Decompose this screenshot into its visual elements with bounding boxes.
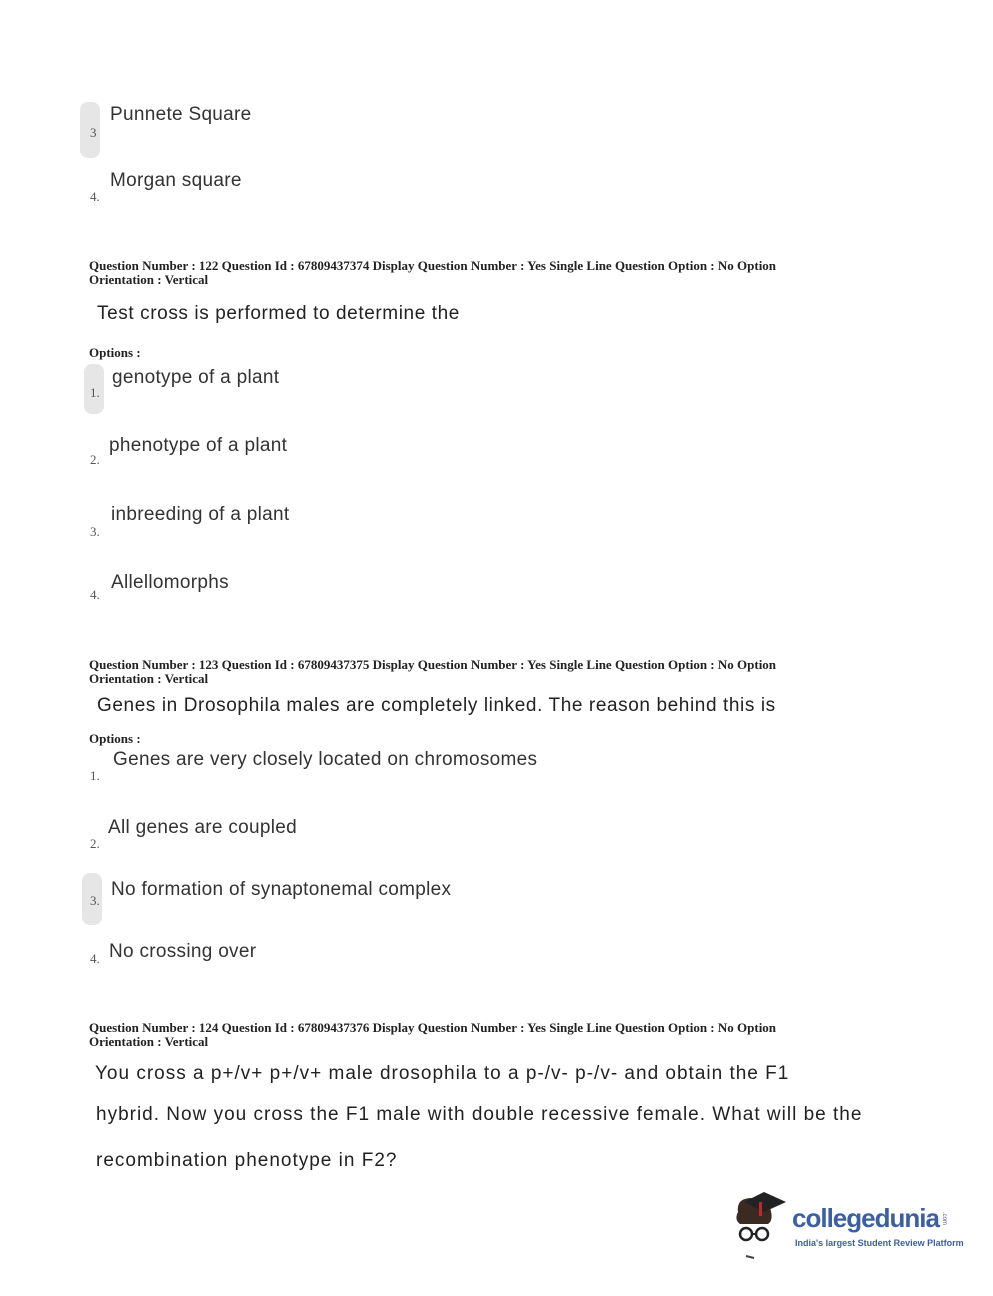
meta-line: Orientation : Vertical — [89, 272, 209, 287]
option-number: 3. — [90, 524, 100, 539]
question-meta — [89, 658, 776, 686]
question-text: Genes in Drosophila males are completely linked. The reason behind this is — [97, 695, 776, 716]
option-text: All genes are coupled — [108, 817, 298, 838]
question-text: Test cross is performed to determine the — [97, 303, 460, 324]
meta-line: Orientation : Vertical — [89, 671, 209, 686]
option-number: 2. — [90, 836, 100, 851]
option-number: 4. — [90, 189, 100, 204]
meta-line: Question Number : 124 Question Id : 67809437376 Display Question Number : Yes Single Line Question Option : No Option — [89, 1020, 777, 1035]
option-text: inbreeding of a plant — [111, 504, 290, 525]
option-text: Genes are very closely located on chromosomes — [113, 749, 538, 770]
meta-line: Orientation : Vertical — [89, 1034, 209, 1049]
option-text: Morgan square — [110, 170, 242, 191]
options-label: Options : — [89, 345, 141, 360]
question-meta — [89, 259, 776, 287]
options-label: Options : — [89, 731, 141, 746]
logo-tagline: India's largest Student Review Platform — [795, 1238, 964, 1248]
option-text: Allellomorphs — [111, 572, 229, 593]
option-number: 4. — [90, 951, 100, 966]
meta-line: Question Number : 123 Question Id : 67809437375 Display Question Number : Yes Single Line Question Option : No Option — [89, 657, 777, 672]
logo-wordmark-row — [792, 1202, 947, 1234]
logo-wordmark: collegedunia — [792, 1203, 939, 1233]
option-text: No crossing over — [109, 941, 257, 962]
logo-suffix: .com — [940, 1212, 947, 1226]
option-number: 1. — [90, 385, 100, 400]
collegedunia-mascot-logo — [730, 1190, 790, 1260]
question-text-line: You cross a p+/v+ p+/v+ male drosophila to a p-/v- p-/v- and obtain the F1 — [95, 1063, 790, 1084]
question-text-line: hybrid. Now you cross the F1 male with double recessive female. What will be the — [96, 1104, 863, 1125]
option-number: 1. — [90, 768, 100, 783]
meta-line: Question Number : 122 Question Id : 67809437374 Display Question Number : Yes Single Line Question Option : No Option — [89, 258, 777, 273]
option-number: 3. — [90, 893, 100, 908]
option-number: 4. — [90, 587, 100, 602]
question-text-line: recombination phenotype in F2? — [96, 1150, 398, 1171]
option-text: phenotype of a plant — [109, 435, 288, 456]
question-meta — [89, 1021, 776, 1049]
option-number: 3 — [90, 125, 97, 140]
option-text: genotype of a plant — [112, 367, 280, 388]
option-text: Punnete Square — [110, 104, 252, 125]
option-text: No formation of synaptonemal complex — [111, 879, 452, 900]
option-number: 2. — [90, 452, 100, 467]
